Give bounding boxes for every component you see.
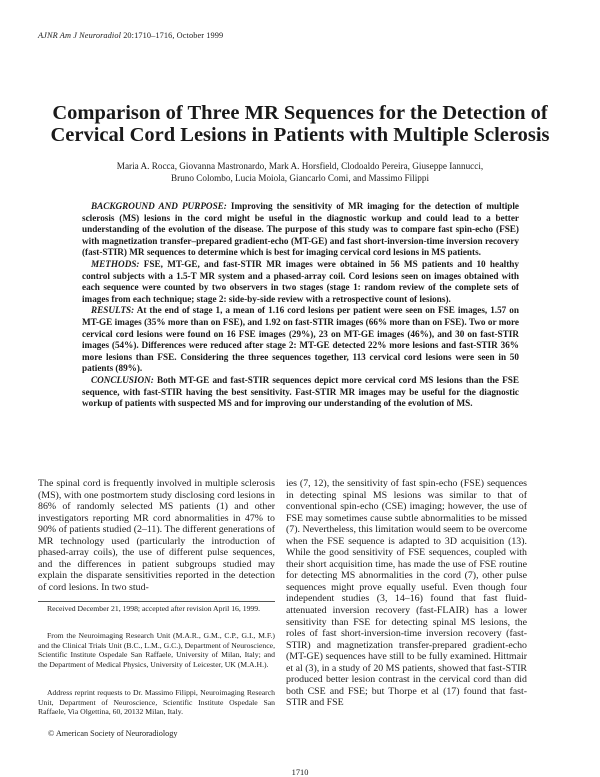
- abstract-methods: [82, 259, 519, 305]
- footnote-affiliation: [38, 631, 275, 669]
- affiliation-text: From the Neuroimaging Research Unit (M.A.R., G.M., C.P., G.I., M.F.) and the Clinical Trials Unit (B.C., L.M., G.C.), Department of Neuroscience, Scientific Institute Ospedale San Raffaele, University of Milan, Italy; and the Department of Medical Physics, University of Leicester, UK (M.A.H.).: [38, 631, 275, 669]
- abstract-conclusion: [82, 375, 519, 410]
- article-title: [30, 102, 570, 146]
- journal-header: [38, 31, 223, 40]
- body-column-right: [286, 478, 527, 709]
- footnote-reprints: [38, 688, 275, 717]
- methods-heading: METHODS:: [91, 258, 140, 269]
- methods-text: FSE, MT-GE, and fast-STIR MR images were obtained in 56 MS patients and 10 healthy control subjects with a 1.5-T MR system and a phased-array coil. Cord lesions seen on images obtained with each sequence were counted by two observers in two stages (stage 1: random review of the complete sets of images from each technique; stage 2: side-by-side review with a retrospective count of lesions).: [82, 258, 519, 304]
- authors-line-1: Maria A. Rocca, Giovanna Mastronardo, Mark A. Horsfield, Clodoaldo Pereira, Giuseppe Iannucci,: [116, 161, 484, 171]
- footnote-received: [38, 604, 275, 614]
- background-heading: BACKGROUND AND PURPOSE:: [91, 201, 227, 211]
- journal-name: AJNR Am J Neuroradiol: [38, 31, 121, 40]
- abstract: [82, 201, 519, 410]
- authors-line-2: Bruno Colombo, Lucia Moiola, Giancarlo Comi, and Massimo Filippi: [171, 173, 429, 183]
- body-column-left: [38, 478, 275, 593]
- author-list: [80, 160, 520, 184]
- abstract-results: [82, 305, 519, 375]
- reprints-text: Address reprint requests to Dr. Massimo Filippi, Neuroimaging Research Unit, Department of Neuroscience, Scientific Institute Ospedale San Raffaele, Via Olgettina, 60, 20132 Milan, Italy.: [38, 688, 275, 717]
- copyright-notice: © American Society of Neuroradiology: [48, 729, 178, 738]
- conclusion-heading: CONCLUSION:: [91, 374, 154, 385]
- abstract-background: [82, 201, 519, 259]
- title-line-1: Comparison of Three MR Sequences for the Detection of: [52, 102, 548, 124]
- intro-paragraph-continued: ies (7, 12), the sensitivity of fast spin-echo (FSE) sequences in detecting spinal MS lesions was similar to that of conventional spin-echo (CSE) imaging; however, the use of FSE may sometimes cause subtle abnormalities to be missed (7). Nevertheless, this limitation would seem to be overcome when the FSE sequence is adapted to 3D acquisition (13). While the good sensitivity of FSE sequences, coupled with their short acquisition time, has made the use of FSE routine for detecting MS abnormalities in the cord (7), other pulse sequences might prove equally useful. Even though four independent studies (3, 14–16) found that fast fluid-attenuated inversion recovery (fast-FLAIR) has a lower sensitivity than FSE for detecting spinal MS lesions, the roles of fast short-inversion-time inversion recovery (fast-STIR) and magnetization transfer-prepared gradient-echo (MT-GE) sequences have still to be fully examined. Hittmair et al (3), in a study of 20 MS patients, showed that fast-STIR produced better lesion contrast in the cervical cord than did both CSE and FSE; but Thorpe et al (17) found that fast-STIR and FSE: [286, 478, 527, 709]
- intro-paragraph: The spinal cord is frequently involved in multiple sclerosis (MS), with one postmortem study disclosing cord lesions in 86% of randomly selected MS patients (1) and other investigators reporting MR cord abnormalities in 47% to 90% of patients studied (2–11). The different generations of MR technology used (particularly the introduction of phased-array coils), the use of different pulse sequences, and the differences in patient subgroups studied may explain the disparate sensitivities reported in the detection of cord lesions. In two stud-: [38, 478, 275, 593]
- background-text: Improving the sensitivity of MR imaging for the detection of multiple sclerosis (MS) lesions in the cord might be useful in the diagnostic workup and could lead to a better understanding of the evolution of the disease. The purpose of this study was to compare fast spin-echo (FSE) with magnetization transfer–prepared gradient-echo (MT-GE) and fast short-inversion-time inversion recovery (fast-STIR) MR sequences to determine which is best for imaging cervical cord lesions in MS patients.: [82, 201, 519, 258]
- title-line-2: Cervical Cord Lesions in Patients with Multiple Sclerosis: [50, 124, 550, 146]
- footnote-divider: [38, 601, 275, 602]
- page-number: 1710: [291, 768, 309, 777]
- results-heading: RESULTS:: [91, 305, 135, 316]
- results-text: At the end of stage 1, a mean of 1.16 cord lesions per patient were seen on FSE images, 1.57 on MT-GE images (35% more than on FSE), and 1.92 on fast-STIR images (66% more than on FSE). Two or more cervical cord lesions were found on 16 FSE images (29%), 23 on MT-GE images (46%), and 30 on fast-STIR images (54%). Differences were reduced after stage 2: MT-GE detected 22% more lesions and fast-STIR 36% more lesions than FSE. Considering the three sequences together, 113 cervical cord lesions were seen in 50 patients (89%).: [82, 305, 519, 374]
- received-text: Received December 21, 1998; accepted after revision April 16, 1999.: [47, 604, 261, 613]
- journal-citation: 20:1710–1716, October 1999: [123, 31, 224, 40]
- conclusion-text: Both MT-GE and fast-STIR sequences depict more cervical cord MS lesions than the FSE sequence, with fast-STIR having the best sensitivity. Fast-STIR MR images may be useful for the diagnostic workup of patients with suspected MS and for improving our understanding of the evolution of MS.: [82, 374, 519, 409]
